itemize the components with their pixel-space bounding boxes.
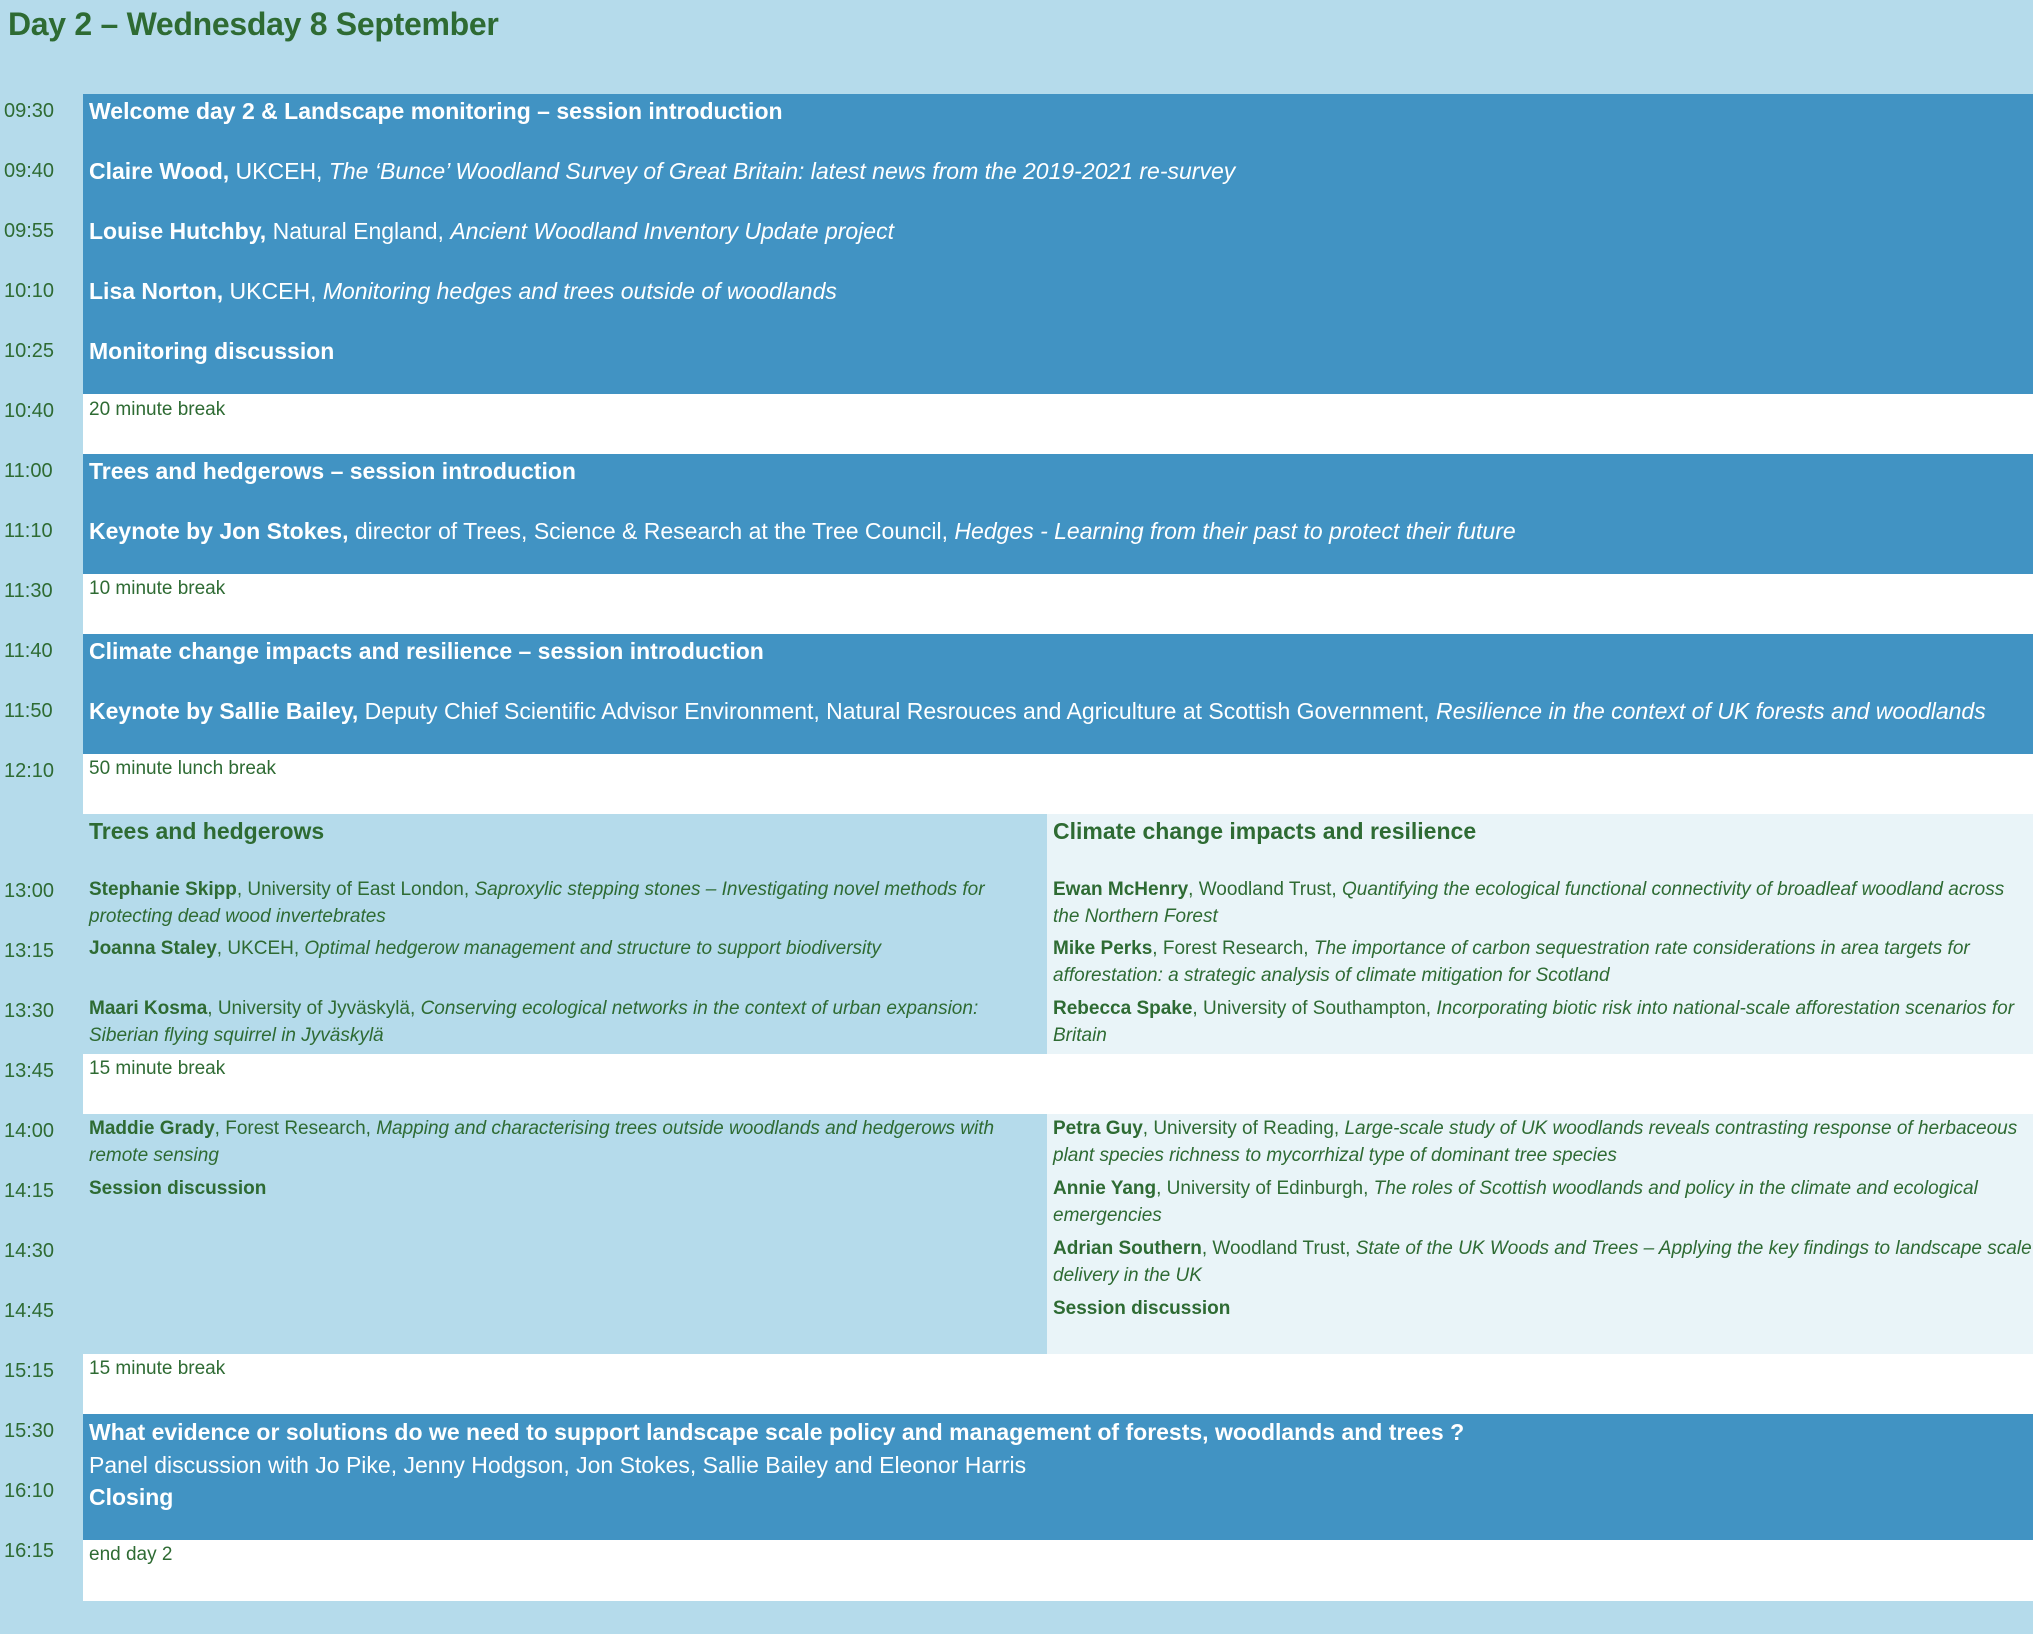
time-label: 14:15 — [4, 1180, 55, 1202]
speaker-org: UKCEH, — [223, 278, 323, 304]
time-label: 14:30 — [4, 1240, 55, 1262]
talk-item — [89, 876, 1044, 930]
talk-item — [89, 1115, 1044, 1169]
talk-title: Hedges - Learning from their past to protect their future — [954, 518, 1516, 544]
speaker-org: Deputy Chief Scientific Advisor Environment, Natural Resrouces and Agriculture at Scottish Government, — [358, 698, 1436, 724]
time-label: 16:15 — [4, 1540, 55, 1562]
time-label: 14:00 — [4, 1120, 55, 1142]
speaker-name: Lisa Norton, — [89, 278, 224, 304]
speaker-org: , University of Southampton, — [1192, 998, 1437, 1019]
break-label: 50 minute lunch break — [89, 758, 276, 779]
speaker-name: Stephanie Skipp — [89, 879, 237, 900]
break-row — [83, 1354, 2033, 1414]
talk-item — [1053, 876, 2033, 930]
break-label: 15 minute break — [89, 1058, 226, 1079]
talk-title: Mapping and characterising trees outside woodlands and hedgerows with remote sensing — [89, 1118, 995, 1166]
talk-title: State of the UK Woods and Trees – Applying the key findings to landscape scale delivery in the UK — [1053, 1238, 2032, 1286]
panel-description: Panel discussion with Jo Pike, Jenny Hodgson, Jon Stokes, Sallie Bailey and Eleonor Harris — [89, 1452, 1027, 1478]
time-label: 10:25 — [4, 340, 55, 362]
speaker-org: , University of East London, — [236, 879, 475, 900]
session-intro: Climate change impacts and resilience – session introduction — [89, 638, 764, 664]
talk-item — [1053, 995, 2033, 1049]
talk-item — [1053, 1175, 2033, 1229]
talk-item — [89, 158, 1235, 185]
time-label: 09:55 — [4, 220, 55, 242]
session-intro: Welcome day 2 & Landscape monitoring – session introduction — [89, 98, 783, 124]
time-label: 13:30 — [4, 1000, 55, 1022]
discussion-label: Session discussion — [89, 1178, 267, 1199]
speaker-name: Annie Yang — [1053, 1178, 1157, 1199]
talk-title: Incorporating biotic risk into national-scale afforestation scenarios for Britain — [1053, 998, 2015, 1046]
time-label: 13:00 — [4, 880, 55, 902]
closing-label: Closing — [89, 1484, 174, 1510]
time-label: 10:10 — [4, 280, 55, 302]
talk-title: Resilience in the context of UK forests and woodlands — [1435, 698, 1986, 724]
time-label: 12:10 — [4, 760, 55, 782]
parallel-heading-right: Climate change impacts and resilience — [1053, 818, 1477, 844]
speaker-name: Rebecca Spake — [1053, 998, 1193, 1019]
time-label: 13:45 — [4, 1060, 55, 1082]
talk-item — [89, 218, 894, 245]
keynote-item — [89, 518, 1516, 545]
break-label: 15 minute break — [89, 1358, 226, 1379]
discussion-label: Monitoring discussion — [89, 338, 335, 364]
speaker-name: Louise Hutchby, — [89, 218, 267, 244]
end-label: end day 2 — [89, 1544, 173, 1565]
talk-title: Quantifying the ecological functional connectivity of broadleaf woodland across the Northern Forest — [1053, 879, 2005, 927]
speaker-name: Petra Guy — [1053, 1118, 1143, 1139]
speaker-name: Mike Perks — [1053, 938, 1153, 959]
speaker-org: Natural England, — [266, 218, 451, 244]
talk-title: Ancient Woodland Inventory Update project — [450, 218, 894, 244]
talk-item — [1053, 1115, 2033, 1169]
talk-title: The importance of carbon sequestration rate considerations in area targets for afforestation: a strategic analysis of climate mitigation for Scotland — [1053, 938, 1970, 986]
speaker-org: UKCEH, — [229, 158, 329, 184]
speaker-org: , Woodland Trust, — [1188, 879, 1342, 900]
speaker-org: , University of Jyväskylä, — [207, 998, 421, 1019]
time-label: 09:30 — [4, 100, 55, 122]
discussion-label: Session discussion — [1053, 1298, 1231, 1319]
time-label: 13:15 — [4, 940, 55, 962]
speaker-org: director of Trees, Science & Research at the Tree Council, — [348, 518, 955, 544]
break-row — [83, 1540, 2033, 1601]
talk-title: Monitoring hedges and trees outside of woodlands — [322, 278, 837, 304]
speaker-name: Ewan McHenry — [1053, 879, 1189, 900]
talk-item — [89, 935, 1044, 962]
time-label: 16:10 — [4, 1480, 55, 1502]
time-label: 09:40 — [4, 160, 55, 182]
break-row — [83, 1054, 2033, 1114]
talk-item — [89, 995, 1044, 1049]
time-label: 11:00 — [4, 460, 53, 482]
page-title: Day 2 – Wednesday 8 September — [8, 6, 499, 42]
speaker-name: Claire Wood, — [89, 158, 230, 184]
talk-title: The ‘Bunce’ Woodland Survey of Great Britain: latest news from the 2019-2021 re-survey — [328, 158, 1236, 184]
speaker-org: , Woodland Trust, — [1201, 1238, 1356, 1259]
talk-title: Optimal hedgerow management and structure to support biodiversity — [304, 938, 882, 959]
speaker-org: , Forest Research, — [214, 1118, 377, 1139]
break-label: 10 minute break — [89, 578, 226, 599]
speaker-name: Keynote by Jon Stokes, — [89, 518, 349, 544]
time-label: 11:30 — [4, 580, 53, 602]
talk-title: Large-scale study of UK woodlands reveals contrasting response of herbaceous plant species richness to mycorrhizal type of dominant tree species — [1053, 1118, 2018, 1166]
time-label: 11:10 — [4, 520, 53, 542]
keynote-item — [89, 698, 1986, 725]
talk-item — [89, 278, 837, 305]
talk-item — [1053, 1235, 2033, 1289]
talk-title: Conserving ecological networks in the context of urban expansion: Siberian flying squirrel in Jyväskylä — [89, 998, 979, 1046]
time-label: 11:50 — [4, 700, 53, 722]
speaker-org: , Forest Research, — [1152, 938, 1314, 959]
speaker-org: , University of Reading, — [1142, 1118, 1345, 1139]
talk-title: Saproxylic stepping stones – Investigating novel methods for protecting dead wood invertebrates — [89, 879, 985, 927]
talk-item — [1053, 935, 2033, 989]
panel-question: What evidence or solutions do we need to support landscape scale policy and management of forests, woodlands and trees ? — [89, 1419, 1465, 1445]
time-label: 15:15 — [4, 1360, 55, 1382]
speaker-org: , University of Edinburgh, — [1156, 1178, 1374, 1199]
break-row — [83, 574, 2033, 634]
time-label: 11:40 — [4, 640, 53, 662]
break-row — [83, 754, 2033, 814]
speaker-name: Maari Kosma — [89, 998, 208, 1019]
parallel-heading-left: Trees and hedgerows — [89, 818, 325, 844]
talk-title: The roles of Scottish woodlands and policy in the climate and ecological emergencies — [1053, 1178, 1978, 1226]
speaker-name: Maddie Grady — [89, 1118, 215, 1139]
session-intro: Trees and hedgerows – session introduction — [89, 458, 576, 484]
speaker-name: Keynote by Sallie Bailey, — [89, 698, 359, 724]
speaker-name: Joanna Staley — [89, 938, 217, 959]
speaker-org: , UKCEH, — [216, 938, 305, 959]
time-label: 10:40 — [4, 400, 55, 422]
break-label: 20 minute break — [89, 399, 226, 420]
time-label: 15:30 — [4, 1420, 55, 1442]
time-label: 14:45 — [4, 1300, 55, 1322]
speaker-name: Adrian Southern — [1053, 1238, 1202, 1259]
break-row — [83, 394, 2033, 454]
